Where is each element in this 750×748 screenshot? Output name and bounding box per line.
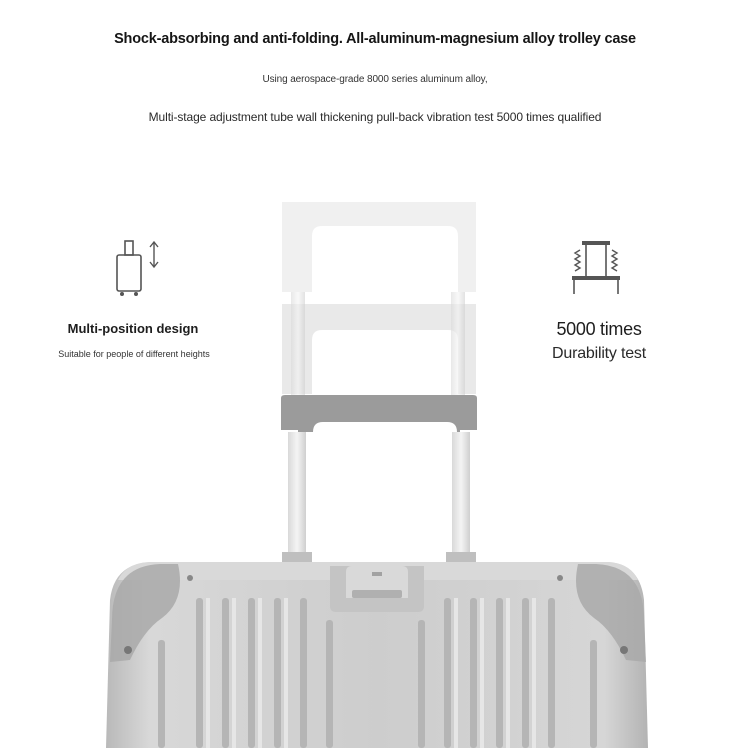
feature-multi-position-description: Suitable for people of different heights: [58, 349, 210, 359]
subheadline-line-1: Using aerospace-grade 8000 series aluminum alloy,: [262, 74, 488, 85]
handle-position-middle: [282, 304, 476, 394]
subheadline-line-2: Multi-stage adjustment tube wall thickening pull-back vibration test 5000 times qualified: [148, 110, 602, 124]
handle-position-top: [282, 202, 476, 292]
durability-label: Durability test: [552, 345, 646, 362]
feature-multi-position-title: Multi-position design: [67, 321, 199, 336]
headline: Shock-absorbing and anti-folding. All-aluminum-magnesium alloy trolley case: [114, 31, 636, 47]
handle-position-active: [281, 395, 477, 432]
durability-count: 5000 times: [556, 319, 642, 339]
